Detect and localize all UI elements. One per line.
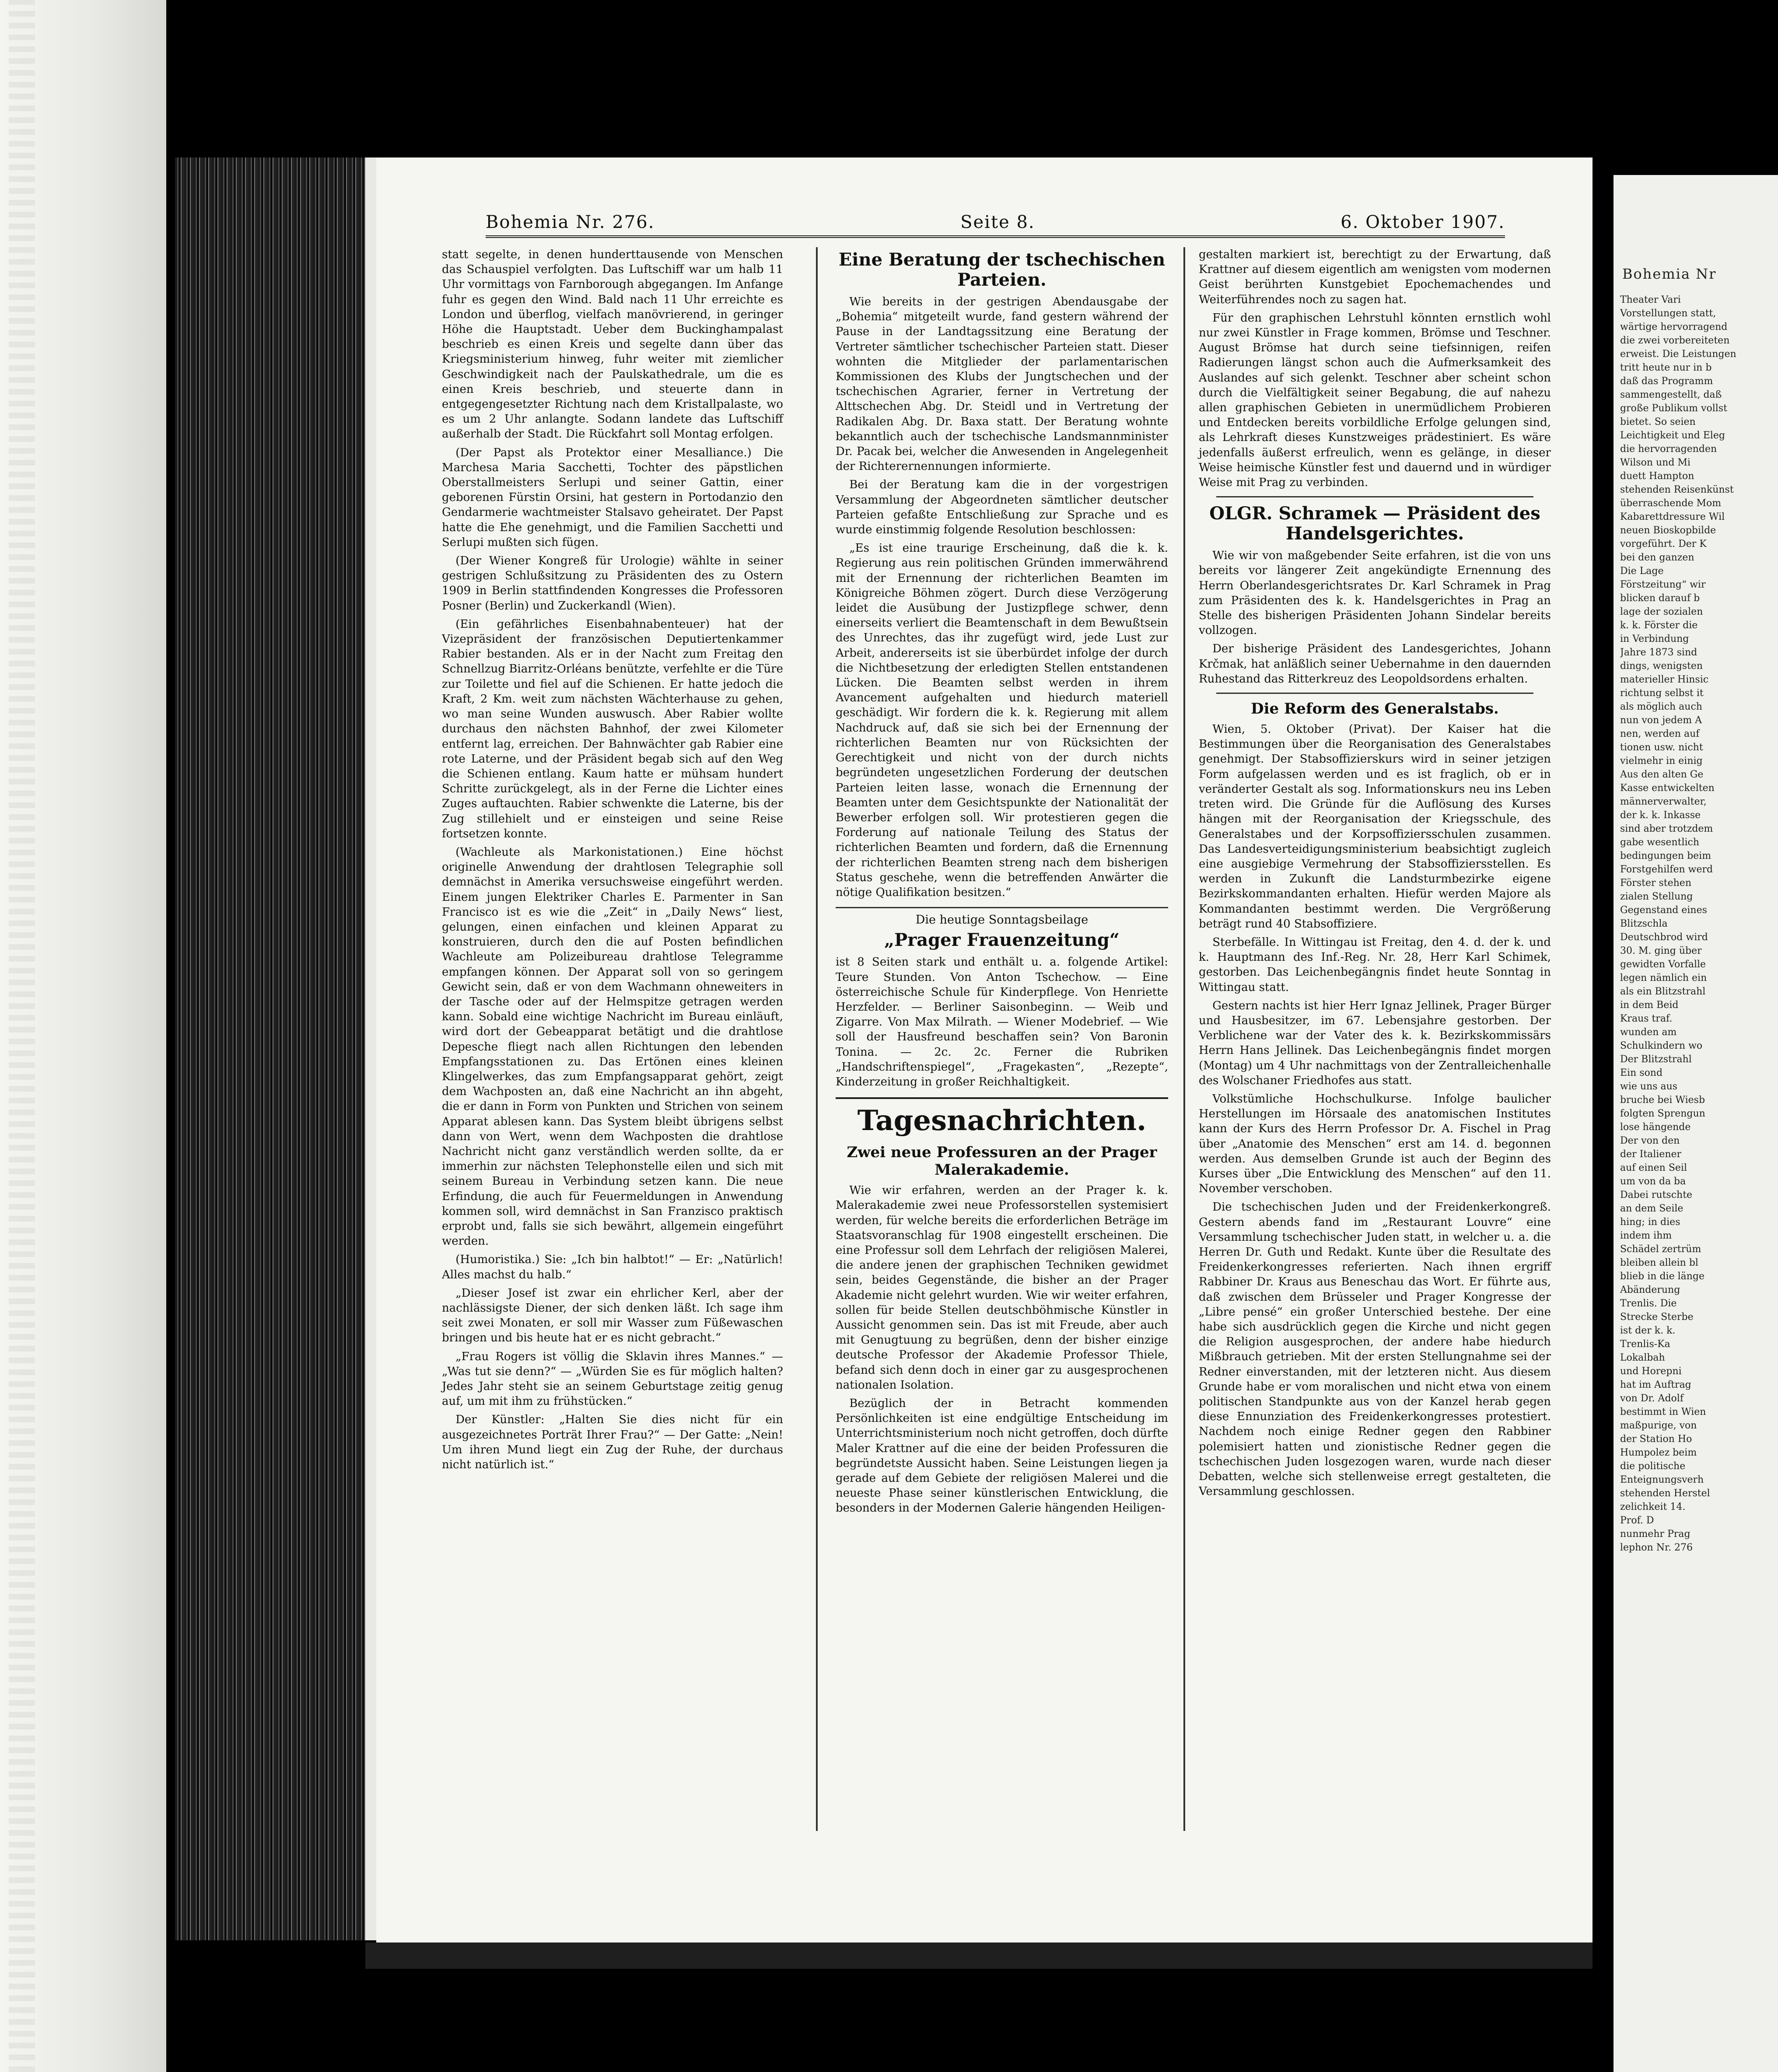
adjacent-page-line: Kraus traf.	[1620, 1013, 1673, 1024]
adjacent-page-line: Abänderung	[1620, 1284, 1680, 1295]
adjacent-page-line: wie uns aus	[1620, 1081, 1678, 1092]
adjacent-page-line: materieller Hinsic	[1620, 674, 1709, 685]
adjacent-page-line: blicken darauf b	[1620, 593, 1700, 604]
adjacent-page-line: nen, werden auf	[1620, 728, 1700, 739]
newspaper-page	[376, 158, 1592, 1942]
divider	[1216, 693, 1533, 694]
adjacent-page-line: bruche bei Wiesb	[1620, 1095, 1705, 1106]
adjacent-page-line: Förster stehen	[1620, 878, 1691, 889]
adjacent-page-text	[1620, 293, 1778, 1554]
adjacent-page-line: duett Hampton	[1620, 471, 1694, 482]
article-paragraph: „Es ist eine traurige Erscheinung, daß die k. k. Regierung aus rein politischen Gründen immerwährend mit der Ernennung der richterlichen Beamten im Königreiche Böhmen zögert. Durch diese Verzögerung leidet die Ausübung der Justizpflege schwer, denn einerseits verliert die Beamtenschaft in dem Bewußtsein des Unrechtes, das ihr zugefügt wird, jede Lust zur Arbeit, andererseits ist sie überbürdet infolge der durch die Nichtbesetzung der erledigten Stellen entstandenen Lücken. Die Beamten selbst werden in ihrem Avancement aufgehalten und hiedurch materiell geschädigt. Wir fordern die k. k. Regierung mit allem Nachdruck auf, daß sie sich bei der Ernennung der richterlichen Beamten nur von Rücksichten der Gerechtigkeit und nicht von der durch nichts begründeten ungesetzlichen Forderung der deutschen Parteien leiten lasse, wonach die Ernennung der Beamten unter dem Gesichtspunkte der Nationalität der Bewerber erfolgen soll. Wir protestieren gegen die Forderung auf nationale Teilung des Status der richterlichen Beamten und fordern, daß die Ernennung der richterlichen Beamten streng nach dem bisherigen Status geschehe, wenn die betreffenden Anwärter die nötige Qualifikation besitzen.“	[836, 542, 1168, 899]
article-paragraph: Volkstümliche Hochschulkurse. Infolge baulicher Herstellungen im Hörsaale des anatomischen Institutes kann der Kurs des Herrn Professor Dr. A. Fischel in Prag über „Anatomie des Menschen“ erst am 14. d. begonnen werden. Aus demselben Grunde ist auch der Beginn des Kurses über „Die Entwicklung des Menschen“ auf den 11. November verschoben.	[1199, 1092, 1551, 1196]
adjacent-page-line: überraschende Mom	[1620, 498, 1722, 509]
adjacent-page-line: gabe wesentlich	[1620, 837, 1700, 848]
adjacent-page-line: als möglich auch	[1620, 701, 1702, 712]
adjacent-page-line: lose hängende	[1620, 1122, 1691, 1133]
adjacent-page-line: die zwei vorbereiteten	[1620, 335, 1730, 346]
adjacent-page-line: blieb in die länge	[1620, 1271, 1705, 1282]
adjacent-page-line: gewidten Vorfalle	[1620, 959, 1706, 970]
book-edge	[175, 158, 365, 1940]
column-rule	[1183, 247, 1185, 1831]
adjacent-page-line: wunden am	[1620, 1027, 1677, 1038]
header-date: 6. Oktober 1907.	[1340, 212, 1505, 232]
adjacent-page-line: der Station Ho	[1620, 1434, 1692, 1445]
article-headline: OLGR. Schramek — Präsident des Handelsgerichtes.	[1209, 503, 1540, 544]
adjacent-page-line: auf einen Seil	[1620, 1162, 1687, 1173]
adjacent-page-line: hat im Auftrag	[1620, 1379, 1691, 1390]
adjacent-page-line: Wilson und Mi	[1620, 457, 1690, 468]
adjacent-page-line: sind aber trotzdem	[1620, 823, 1713, 834]
adjacent-page-line: neuen Bioskopbilde	[1620, 525, 1716, 536]
adjacent-page-line: die politische	[1620, 1461, 1686, 1472]
adjacent-page-line: Theater Vari	[1620, 294, 1681, 305]
article-paragraph: (Der Papst als Protektor einer Mesalliance.) Die Marchesa Maria Sacchetti, Tochter des päpstlichen Oberstallmeisters Serlupi und seiner Gattin, einer geborenen Fürstin Orsini, hat gestern in Portodanzio den Gendarmerie wachtmeister Stalsavo geheiratet. Der Papst hatte die Ehe genehmigt, und die Familien Sacchetti und Serlupi mußten sich fügen.	[442, 446, 783, 549]
divider	[1216, 496, 1533, 497]
adjacent-page-line: an dem Seile	[1620, 1203, 1684, 1214]
article-headline: Zwei neue Professuren an der Prager Malerakademie.	[847, 1144, 1157, 1179]
article-paragraph: ist 8 Seiten stark und enthält u. a. folgende Artikel: Teure Stunden. Von Anton Tschechow. — Eine österreichische Schule für Kinderpflege. Von Henriette Herzfelder. — Berliner Saisonbeginn. — Weib und Zigarre. Von Max Milrath. — Wiener Modebrief. — Wie soll der Hausfreund beschaffen sein? Von Baronin Tonina. — 2c. 2c. Ferner die Rubriken „Handschriftenspiegel“, „Fragekasten“, „Rezepte“, Kinderzeitung in großer Reichhaltigkeit.	[836, 956, 1168, 1088]
adjacent-page-line: lephon Nr. 276	[1620, 1542, 1693, 1553]
adjacent-page-line: Humpolez beim	[1620, 1447, 1697, 1458]
adjacent-page-line: Die Lage	[1620, 566, 1664, 577]
header-page-number: Seite 8.	[960, 212, 1035, 232]
adjacent-page-line: Jahre 1873 sind	[1620, 647, 1698, 658]
adjacent-page-line: männerverwalter,	[1620, 796, 1707, 807]
adjacent-page-line: die hervorragenden	[1620, 444, 1717, 455]
adjacent-page-line: ist der k. k.	[1620, 1325, 1676, 1336]
adjacent-page-line: erweist. Die Leistungen	[1620, 349, 1736, 360]
adjacent-page-line: k. k. Förster die	[1620, 620, 1698, 631]
adjacent-page-line: zelichkeit 14.	[1620, 1502, 1686, 1512]
article-paragraph: (Humoristika.) Sie: „Ich bin halbtot!“ — Er: „Natürlich! Alles machst du halb.“	[442, 1253, 783, 1281]
article-paragraph: Sterbefälle. In Wittingau ist Freitag, den 4. d. der k. und k. Hauptmann des Inf.-Reg. Nr. 28, Herr Karl Schimek, gestorben. Das Leichenbegängnis findet heute Sonntag in Wittingau statt.	[1199, 935, 1551, 994]
adjacent-page-line: von Dr. Adolf	[1620, 1393, 1684, 1404]
adjacent-page-line: der k. k. Inkasse	[1620, 810, 1701, 821]
adjacent-page-line: folgten Sprengun	[1620, 1108, 1705, 1119]
article-paragraph: Wie wir erfahren, werden an der Prager k. k. Malerakademie zwei neue Professorstellen systemisiert werden, für welche bereits die erforderlichen Beträge im Staatsvoranschlag für 1908 eingestellt erscheinen. Die eine Professur soll dem Lehrfach der religiösen Malerei, die andere jenen der graphischen Techniken gewidmet sein, beides Gegenstände, die bisher an der Prager Akademie nicht gelehrt wurden. Wie wir weiter erfahren, sollen für beide Stellen deutschböhmische Künstler in Aussicht genommen sein. Das ist mit Freude, aber auch mit Genugtuung zu begrüßen, denn der bisher einzige deutsche Professor der Akademie Professor Thiele, befand sich denn doch in einer gar zu ausgesprochenen nationalen Isolation.	[836, 1184, 1168, 1392]
adjacent-page-line: Blitzschla	[1620, 918, 1668, 929]
adjacent-page-line: vorgeführt. Der K	[1620, 539, 1707, 550]
adjacent-page-line: bedingungen beim	[1620, 850, 1712, 861]
adjacent-page-line: Strecke Sterbe	[1620, 1312, 1694, 1323]
adjacent-page-line: Dabei rutschte	[1620, 1190, 1693, 1200]
adjacent-page-line: Deutschbrod wird	[1620, 932, 1708, 943]
article-paragraph: Wien, 5. Oktober (Privat). Der Kaiser hat die Bestimmungen über die Reorganisation des Generalstabes genehmigt. Der Stabsoffizierskurs wird in seiner jetzigen Form aufgelassen werden und es ist fraglich, ob er in veränderter Gestalt als sog. Informationskurs neu ins Leben treten wird. Die Gründe für die Auflösung des Kurses hängen mit der Reorganisation der Kriegsschule, des Generalstabes und der Korpsoffiziersschulen zusammen. Das Landesverteidigungsministerium beabsichtigt zugleich eine ausgiebige Vermehrung der Stabsoffiziersstellen. Es werden in Zukunft die Landsturmbezirke eigene Bezirkskommandanten erhalten. Hiefür werden Majore als Kommandanten bestimmt werden. Die Vergrößerung beträgt rund 40 Stabsoffiziere.	[1199, 723, 1551, 931]
scan-margin	[0, 0, 166, 2072]
supplement-headline: „Prager Frauenzeitung“	[884, 930, 1120, 951]
article-paragraph: gestalten markiert ist, berechtigt zu der Erwartung, daß Krattner auf diesem eigentlich am wenigsten vom modernen Geist berührten Kunstgebiet Epochemachendes und Weiterführendes noch zu sagen hat.	[1199, 248, 1551, 306]
article-paragraph: „Dieser Josef ist zwar ein ehrlicher Kerl, aber der nachlässigste Diener, der sich denken läßt. Ich sage ihm seit zwei Monaten, er soll mir Wasser zum Füßewaschen bringen und bis heute hat er es nicht gebracht.“	[442, 1286, 783, 1345]
article-paragraph: Für den graphischen Lehrstuhl könnten ernstlich wohl nur zwei Künstler in Frage kommen, Brömse und Teschner. August Brömse hat durch seine tiefsinnigen, reifen Radierungen längst schon auch die Aufmerksamkeit des Auslandes auf sich gelenkt. Teschner aber scheint schon durch die Vielfältigkeit seiner Begabung, die auf nahezu allen graphischen Gebieten in unermüdlichem Probieren und Entdecken bereits vorbildliche Erfolge gelungen sind, als Lehrkraft dieses Kunstzweiges prädestiniert. Es wäre jedenfalls äußerst erfreulich, wenn es gelänge, in dieser Weise heimische Künstler fest und dauernd und in würdiger Weise mit Prag zu verbinden.	[1199, 311, 1551, 490]
adjacent-page-line: Förstzeitung“ wir	[1620, 579, 1706, 590]
adjacent-page-line: Schulkindern wo	[1620, 1040, 1703, 1051]
adjacent-page-line: 30. M. ging über	[1620, 945, 1702, 956]
column-2	[836, 247, 1168, 1519]
adjacent-page-line: um von da ba	[1620, 1176, 1686, 1187]
article-headline: Eine Beratung der tschechischen Parteien.	[838, 249, 1166, 290]
article-paragraph: Gestern nachts ist hier Herr Ignaz Jellinek, Prager Bürger und Hausbesitzer, im 67. Lebensjahre gestorben. Der Verblichene war der Vater des k. k. Bezirkskommissärs Herrn Hans Jellinek. Das Leichenbegängnis findet morgen (Montag) um 4 Uhr nachmittags von der Zentralleichenhalle des Wolschaner Friedhofes aus statt.	[1199, 999, 1551, 1087]
adjacent-page-line: nunmehr Prag	[1620, 1529, 1690, 1540]
article-paragraph: Bezüglich der in Betracht kommenden Persönlichkeiten ist eine endgültige Entscheidung im Unterrichtsministerium noch nicht getroffen, doch dürfte Maler Krattner auf die eine der beiden Professuren die begründetste Aussicht haben. Seine Leistungen liegen ja gerade auf dem Gebiete der religiösen Malerei und die neueste Phase seiner künstlerischen Entwicklung, die besonders in der Modernen Galerie hängenden Heiligen-	[836, 1397, 1168, 1515]
adjacent-page-line: als ein Blitzstrahl	[1620, 986, 1706, 997]
adjacent-page-line: Der von den	[1620, 1135, 1680, 1146]
adjacent-page-line: Kabarettdressure Wil	[1620, 511, 1725, 522]
adjacent-page	[1614, 175, 1778, 2072]
adjacent-page-line: bietet. So seien	[1620, 416, 1696, 427]
page-header	[486, 209, 1505, 238]
adjacent-page-line: daß das Programm	[1620, 376, 1713, 387]
article-paragraph: Bei der Beratung kam die in der vorgestrigen Versammlung der Abgeordneten sämtlicher deutscher Parteien gefaßte Entschließung zur Sprache und es wurde einstimmig folgende Resolution beschlossen:	[836, 478, 1168, 537]
page-bottom-shadow	[365, 1942, 1592, 1969]
supplement-kicker: Die heutige Sonntagsbeilage	[836, 907, 1168, 928]
adjacent-page-line: dings, wenigsten	[1620, 661, 1703, 672]
adjacent-page-line: stehenden Herstel	[1620, 1488, 1710, 1499]
adjacent-page-header: Bohemia Nr	[1622, 266, 1717, 282]
article-paragraph: statt segelte, in denen hunderttausende von Menschen das Schauspiel verfolgten. Das Luftschiff war um halb 11 Uhr vormittags von Farnborough abgegangen. Im Anfange fuhr es gegen den Wind. Bald nach 11 Uhr erreichte es London und überflog, vielfach manövrierend, in geringer Höhe die Hauptstadt. Ueber dem Buckinghampalast beschrieb es einen Kreis und segelte dann über das Kriegsministerium hinweg, fuhr weiter mit ziemlicher Geschwindigkeit nach der Paulskathedrale, um die es einen Kreis beschrieb, und steuerte dann in entgegengesetzter Richtung nach dem Kristallpalaste, wo es um 2 Uhr anlangte. Sodann landete das Luftschiff außerhalb der Stadt. Die Rückfahrt soll Montag erfolgen.	[442, 248, 783, 441]
adjacent-page-line: bei den ganzen	[1620, 552, 1694, 563]
adjacent-page-line: bleiben allein bl	[1620, 1257, 1698, 1268]
adjacent-page-line: Ein sond	[1620, 1068, 1663, 1078]
adjacent-page-line: und Horepni	[1620, 1366, 1682, 1377]
adjacent-page-line: Gegenstand eines	[1620, 905, 1707, 916]
adjacent-page-line: in dem Beid	[1620, 1000, 1679, 1011]
adjacent-page-line: richtung selbst it	[1620, 688, 1704, 699]
adjacent-page-line: Trenlis. Die	[1620, 1298, 1677, 1309]
article-paragraph: „Frau Rogers ist völlig die Sklavin ihres Mannes.“ — „Was tut sie denn?“ — „Würden Sie es für möglich halten? Jedes Jahr steht sie an seinem Geburtstage zeitig genug auf, um mit ihm zu frühstücken.“	[442, 1350, 783, 1408]
adjacent-page-line: Aus den alten Ge	[1620, 769, 1704, 780]
adjacent-page-line: Enteignungsverh	[1620, 1474, 1704, 1485]
column-1	[442, 247, 783, 1476]
adjacent-page-line: maßpurige, von	[1620, 1420, 1697, 1431]
adjacent-page-line: hing; in dies	[1620, 1217, 1680, 1228]
adjacent-page-line: Schädel zertrüm	[1620, 1244, 1701, 1255]
adjacent-page-line: wärtige hervorragend	[1620, 322, 1728, 332]
article-headline: Die Reform des Generalstabs.	[1251, 700, 1499, 718]
article-paragraph: Wie bereits in der gestrigen Abendausgabe der „Bohemia“ mitgeteilt wurde, fand gestern während der Pause in der Landtagssitzung eine Beratung der Vertreter sämtlicher tschechischer Parteien statt. Dieser wohnten die Mitglieder der parlamentarischen Kommissionen des Klubs der Jungtschechen und der tschechischen Agrarier, ferner in Vertretung der Alttschechen Abg. Dr. Steidl und in Vertretung der Radikalen Abg. Dr. Baxa statt. Der Beratung wohnte bekanntlich auch der tschechische Landsmannminister Dr. Pacak bei, welcher die Anwesenden in Angelegenheit der Richterernennungen informierte.	[836, 295, 1168, 473]
adjacent-page-line: Prof. D	[1620, 1515, 1654, 1526]
adjacent-page-line: tritt heute nur in b	[1620, 362, 1712, 373]
article-paragraph: (Der Wiener Kongreß für Urologie) wählte in seiner gestrigen Schlußsitzung zu Präsidenten des zu Ostern 1909 in Berlin stattfindenden Kongresses die Professoren Posner (Berlin) und Zuckerkandl (Wien).	[442, 554, 783, 612]
adjacent-page-line: lage der sozialen	[1620, 606, 1703, 617]
column-rule	[816, 247, 818, 1831]
adjacent-page-line: der Italiener	[1620, 1149, 1682, 1160]
adjacent-page-line: Kasse entwickelten	[1620, 783, 1715, 794]
adjacent-page-line: sammengestellt, daß	[1620, 389, 1722, 400]
adjacent-page-line: legen nämlich ein	[1620, 973, 1707, 984]
adjacent-page-line: vielmehr in einig	[1620, 756, 1703, 766]
column-3	[1199, 247, 1551, 1502]
adjacent-page-line: nun von jedem A	[1620, 715, 1702, 726]
article-paragraph: Die tschechischen Juden und der Freidenkerkongreß. Gestern abends fand im „Restaurant Louvre“ eine Versammlung tschechischer Juden statt, in welcher u. a. die Herren Dr. Guth und Redakt. Kunte über die Resultate des Freidenkerkongresses referierten. Nach ihnen ergriff Rabbiner Dr. Kraus aus Beneschau das Wort. Er führte aus, daß zwischen dem Brüsseler und Prager Kongresse der „Libre pensé“ ein großer Unterschied bestehe. Der eine habe sich ausdrücklich gegen die Kirche und nicht gegen die Religion ausgesprochen, der andere habe hiedurch Mißbrauch getrieben. Mit der ersten Stellungnahme sei der Redner einverstanden, mit der letzteren nicht. Aus diesem Grunde habe er vom moralischen und nicht etwa von einem politischen Standpunkte aus von der Kanzel herab gegen diese Ennunziation des Freidenkerkongresses protestiert. Nachdem noch einige Redner gegen den Rabbiner polemisiert hatten und zionistische Redner gegen die tschechischen Juden losgezogen waren, wurde nach dieser Debatten, welche sich stellenweise erregt gestalteten, die Versammlung geschlossen.	[1199, 1200, 1551, 1498]
article-paragraph: (Ein gefährliches Eisenbahnabenteuer) hat der Vizepräsident der französischen Deputiertenkammer Rabier bestanden. Als er in der Nacht zum Freitag den Schnellzug Biarritz-Orléans benützte, verfehlte er die Türe zur Toilette und fiel auf die Schienen. Er hatte jedoch die Kraft, 2 Km. weit zum nächsten Wächterhause zu gehen, wo man seine Wunden auswusch. Aber Rabier wollte durchaus den nächsten Bahnhof, der zwei Kilometer entfernt lag, erreichen. Der Bahnwächter gab Rabier eine rote Laterne, und der Präsident begab sich auf den Weg die Schienen entlang. Kaum hatte er mühsam hundert Schritte zurückgelegt, als in der Ferne die Lichter eines Zuges auftauchten. Rabier schwenkte die Laterne, bis der Zug stillehielt und er einsteigen und seine Reise fortsetzen konnte.	[442, 617, 783, 840]
adjacent-page-line: Forstgehilfen werd	[1620, 864, 1713, 875]
adjacent-page-line: Lokalbah	[1620, 1352, 1665, 1363]
adjacent-page-line: Vorstellungen statt,	[1620, 308, 1716, 319]
adjacent-page-line: große Publikum vollst	[1620, 403, 1727, 414]
adjacent-page-line: Leichtigkeit und Eleg	[1620, 430, 1725, 441]
article-paragraph: Der Künstler: „Halten Sie dies nicht für ein ausgezeichnetes Porträt Ihrer Frau?“ — Der Gatte: „Nein! Um ihren Mund liegt ein Zug der Ruhe, der durchaus nicht natürlich ist.“	[442, 1413, 783, 1472]
section-headline: Tagesnachrichten.	[836, 1097, 1168, 1138]
header-issue: Bohemia Nr. 276.	[486, 212, 655, 232]
adjacent-page-line: indem ihm	[1620, 1230, 1672, 1241]
article-paragraph: Der bisherige Präsident des Landesgerichtes, Johann Krčmak, hat anläßlich seiner Uebernahme in den dauernden Ruhestand das Ritterkreuz des Leopoldsordens erhalten.	[1199, 642, 1551, 686]
adjacent-page-line: zialen Stellung	[1620, 891, 1693, 902]
article-paragraph: Wie wir von maßgebender Seite erfahren, ist die von uns bereits vor längerer Zeit angekündigte Ernennung des Herrn Oberlandesgerichtsrates Dr. Karl Schramek in Prag zum Präsidenten des k. k. Handelsgerichtes in Prag an Stelle des bisherigen Präsidenten Johann Sindelar bereits vollzogen.	[1199, 549, 1551, 637]
adjacent-page-line: Der Blitzstrahl	[1620, 1054, 1692, 1065]
adjacent-page-line: bestimmt in Wien	[1620, 1407, 1706, 1418]
adjacent-page-line: in Verbindung	[1620, 634, 1689, 644]
article-paragraph: (Wachleute als Markonistationen.) Eine höchst originelle Anwendung der drahtlosen Telegraphie soll demnächst in Amerika versuchsweise eingeführt werden. Einem jungen Elektriker Charles E. Parmenter in San Francisco ist es wie die „Zeit“ in „Daily News“ liest, gelungen, einen einfachen und kleinen Apparat zu konstruieren, durch den die auf Posten befindlichen Wachleute am Polizeibureau drahtlose Telegramme empfangen können. Der Apparat soll von so geringem Gewicht sein, daß er von dem Wachmann ohneweiters in der Tasche oder auf der Helmspitze getragen werden kann. Sobald eine wichtige Nachricht im Bureau einläuft, wird dort der Gebeapparat betätigt und die drahtlose Depesche fliegt nach allen Richtungen den lebenden Empfangsstationen zu. Das Ertönen eines kleinen Klingelwerkes, das zum Empfangsapparat gehört, zeigt dem Wachposten an, daß eine Nachricht an ihn abgeht, die er dann in Form von Punkten und Strichen von seinem Apparat ablesen kann. Das System bleibt übrigens selbst dann von Wert, wenn dem Wachposten die drahtlose Nachricht nicht ganz verständlich werden sollte, da er immerhin zur nächsten Telephonstelle eilen und sich mit seinem Bureau in Verbindung setzen kann. Die neue Erfindung, die auch für Feuermeldungen in Anwendung kommen soll, wird demnächst in San Franzisco praktisch erprobt und, falls sie sich bewährt, allgemein eingeführt werden.	[442, 845, 783, 1248]
adjacent-page-line: stehenden Reisenkünst	[1620, 484, 1734, 495]
adjacent-page-line: Trenlis-Ka	[1620, 1339, 1670, 1350]
adjacent-page-line: tionen usw. nicht	[1620, 742, 1703, 753]
